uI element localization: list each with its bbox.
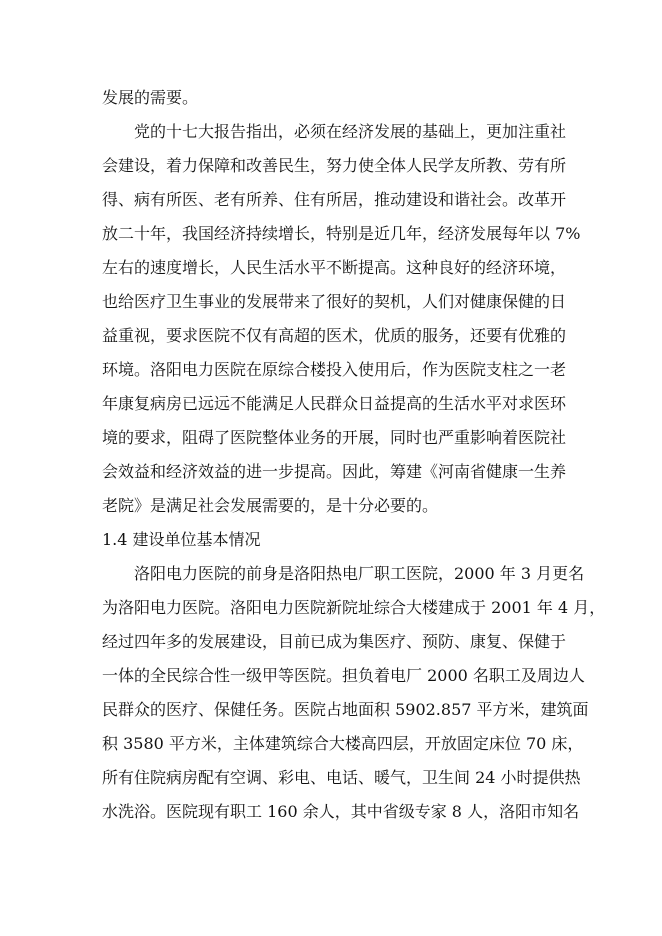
paragraph-line: 放二十年，我国经济持续增长，特别是近几年，经济发展每年以 7% <box>102 224 581 243</box>
paragraph-line: 一体的全民综合性一级甲等医院。担负着电厂 2000 名职工及周边人 <box>102 666 585 685</box>
paragraph-line: 境的要求，阻碍了医院整体业务的开展，同时也严重影响着医院社 <box>102 428 567 447</box>
paragraph-line: 老院》是满足社会发展需要的，是十分必要的。 <box>102 496 439 515</box>
paragraph-line: 环境。洛阳电力医院在原综合楼投入使用后，作为医院支柱之一老 <box>102 360 567 379</box>
paragraph-line: 党的十七大报告指出，必须在经济发展的基础上，更加注重社 <box>134 122 567 141</box>
paragraph-line: 积 3580 平方米，主体建筑综合大楼高四层，开放固定床位 70 床， <box>102 734 584 753</box>
paragraph-line: 益重视，要求医院不仅有高超的医术，优质的服务，还要有优雅的 <box>102 326 567 345</box>
paragraph-line: 所有住院病房配有空调、彩电、电话、暖气，卫生间 24 小时提供热 <box>102 768 581 787</box>
paragraph-line: 左右的速度增长，人民生活水平不断提高。这种良好的经济环境， <box>102 258 567 277</box>
paragraph-line: 经过四年多的发展建设，目前已成为集医疗、预防、康复、保健于 <box>102 632 567 651</box>
paragraph-line: 年康复病房已远远不能满足人民群众日益提高的生活水平对求医环 <box>102 394 567 413</box>
paragraph-line: 会建设，着力保障和改善民生，努力使全体人民学友所教、劳有所 <box>102 156 567 175</box>
paragraph-line: 为洛阳电力医院。洛阳电力医院新院址综合大楼建成于 2001 年 4 月， <box>102 598 606 617</box>
paragraph-line: 会效益和经济效益的进一步提高。因此，筹建《河南省健康一生养 <box>102 462 567 481</box>
section-heading: 1.4 建设单位基本情况 <box>102 530 261 549</box>
paragraph-line: 洛阳电力医院的前身是洛阳热电厂职工医院，2000 年 3 月更名 <box>134 564 585 583</box>
text-line-continuation: 发展的需要。 <box>102 88 199 107</box>
paragraph-line: 民群众的医疗、保健任务。医院占地面积 5902.857 平方米，建筑面 <box>102 700 589 719</box>
paragraph-line: 得、病有所医、老有所养、住有所居，推动建设和谐社会。改革开 <box>102 190 567 209</box>
paragraph-line: 水洗浴。医院现有职工 160 余人，其中省级专家 8 人，洛阳市知名 <box>102 802 580 821</box>
paragraph-line: 也给医疗卫生事业的发展带来了很好的契机，人们对健康保健的日 <box>102 292 567 311</box>
